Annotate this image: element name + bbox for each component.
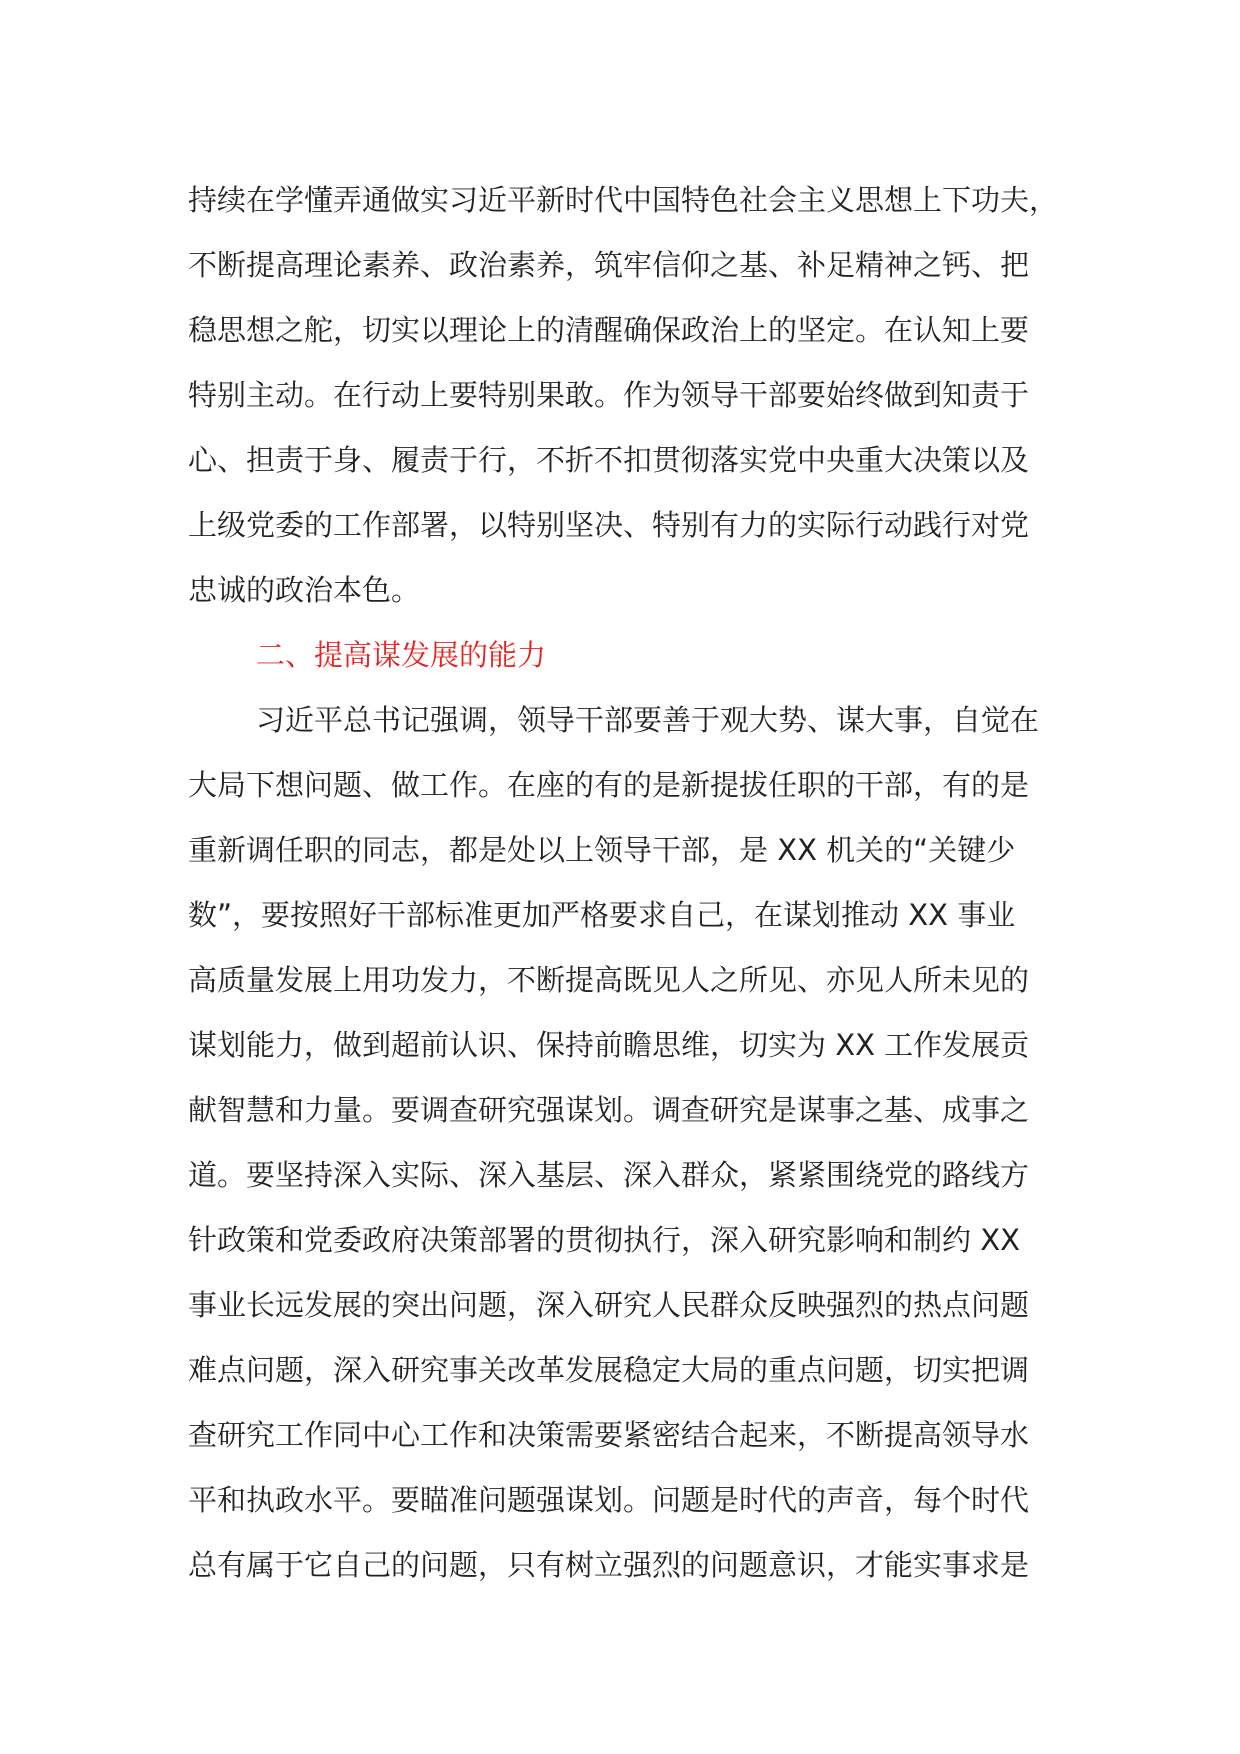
text-line: 道。要坚持深入实际、深入基层、深入群众，紧紧围绕党的路线方 xyxy=(188,1158,1030,1192)
text-line: 心、担责于身、履责于行，不折不扣贯彻落实党中央重大决策以及 xyxy=(188,443,1030,477)
section-heading: 二、提高谋发展的能力 xyxy=(256,638,547,672)
text-line: 特别主动。在行动上要特别果敢。作为领导干部要始终做到知责于 xyxy=(188,378,1030,412)
text-line: 献智慧和力量。要调查研究强谋划。调查研究是谋事之基、成事之 xyxy=(188,1093,1030,1127)
text-line: 稳思想之舵，切实以理论上的清醒确保政治上的坚定。在认知上要 xyxy=(188,313,1030,347)
text-line: 习近平总书记强调，领导干部要善于观大势、谋大事，自觉在 xyxy=(256,703,1040,737)
text-line: 总有属于它自己的问题，只有树立强烈的问题意识，才能实事求是 xyxy=(188,1548,1030,1582)
document-page xyxy=(188,168,1058,1598)
text-line: 大局下想问题、做工作。在座的有的是新提拔任职的干部，有的是 xyxy=(188,768,1030,802)
text-line: 查研究工作同中心工作和决策需要紧密结合起来，不断提高领导水 xyxy=(188,1418,1030,1452)
paragraph-2 xyxy=(188,688,1058,1598)
text-line: 谋划能力，做到超前认识、保持前瞻思维，切实为 XX 工作发展贡 xyxy=(188,1028,1030,1062)
text-line: 忠诚的政治本色。 xyxy=(188,573,421,607)
paragraph-1 xyxy=(188,168,1058,623)
text-line: 持续在学懂弄通做实习近平新时代中国特色社会主义思想上下功夫， xyxy=(188,183,1059,217)
text-line: 重新调任职的同志，都是处以上领导干部，是 XX 机关的“关键少 xyxy=(188,833,1016,867)
text-line: 高质量发展上用功发力，不断提高既见人之所见、亦见人所未见的 xyxy=(188,963,1030,997)
text-line: 事业长远发展的突出问题，深入研究人民群众反映强烈的热点问题 xyxy=(188,1288,1030,1322)
text-line: 针政策和党委政府决策部署的贯彻执行，深入研究影响和制约 XX xyxy=(188,1223,1020,1257)
text-line: 难点问题，深入研究事关改革发展稳定大局的重点问题，切实把调 xyxy=(188,1353,1030,1387)
text-line: 数”，要按照好干部标准更加严格要求自己，在谋划推动 XX 事业 xyxy=(188,898,1016,932)
text-line: 不断提高理论素养、政治素养，筑牢信仰之基、补足精神之钙、把 xyxy=(188,248,1030,282)
text-line: 上级党委的工作部署，以特别坚决、特别有力的实际行动践行对党 xyxy=(188,508,1030,542)
text-line: 平和执政水平。要瞄准问题强谋划。问题是时代的声音，每个时代 xyxy=(188,1483,1030,1517)
